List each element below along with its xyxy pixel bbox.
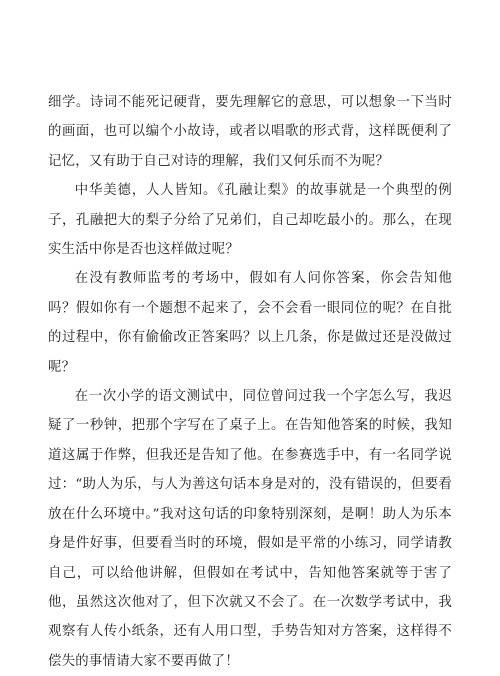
- paragraph-exam-questions: 在没有教师监考的考场中，假如有人问你答案，你会告知他吗？假如你有一个题想不起来了，会不会看一眼同位的呢？在自批的过程中，你有偷偷改正答案吗？以上几条，你是做过还是没做过呢？: [48, 271, 452, 375]
- paragraph-kong-rong: 中华美德，人人皆知。《孔融让梨》的故事就是一个典型的例子，孔融把大的梨子分给了兄弟们，自己却吃最小的。那么，在现实生活中你是否也这样做过呢？: [48, 183, 452, 258]
- paragraph-chinese-test: 在一次小学的语文测试中，同位曾问过我一个字怎么写，我迟疑了一秒钟，把那个字写在了桌子上。在告知他答案的时候，我知道这属于作弊，但我还是告知了他。在参赛选手中，有一名同学说过：“助人为乐，与人为善这句话本身是对的，没有错误的，但要看放在什么环境中。”我对这句话的印象特别深刻，是啊！助人为乐本身是件好事，但要看当时的环境，假如是平常的小练习，同学请教自己，可以给他讲解，但假如在考试中，告知他答案就等于害了他，虽然这次他对了，但下次就又不会了。在一次数学考试中，我观察有人传小纸条，还有人用口型，手势告知对方答案，这样得不偿失的事情请大家不要再做了！: [48, 389, 452, 669]
- document-body: [48, 88, 452, 676]
- paragraph-poetry-study: 细学。诗词不能死记硬背，要先理解它的意思，可以想象一下当时的画面，也可以编个小故诗，或者以唱歌的形式背，这样既便利了记忆，又有助于自己对诗的理解，我们又何乐而不为呢？: [48, 95, 452, 169]
